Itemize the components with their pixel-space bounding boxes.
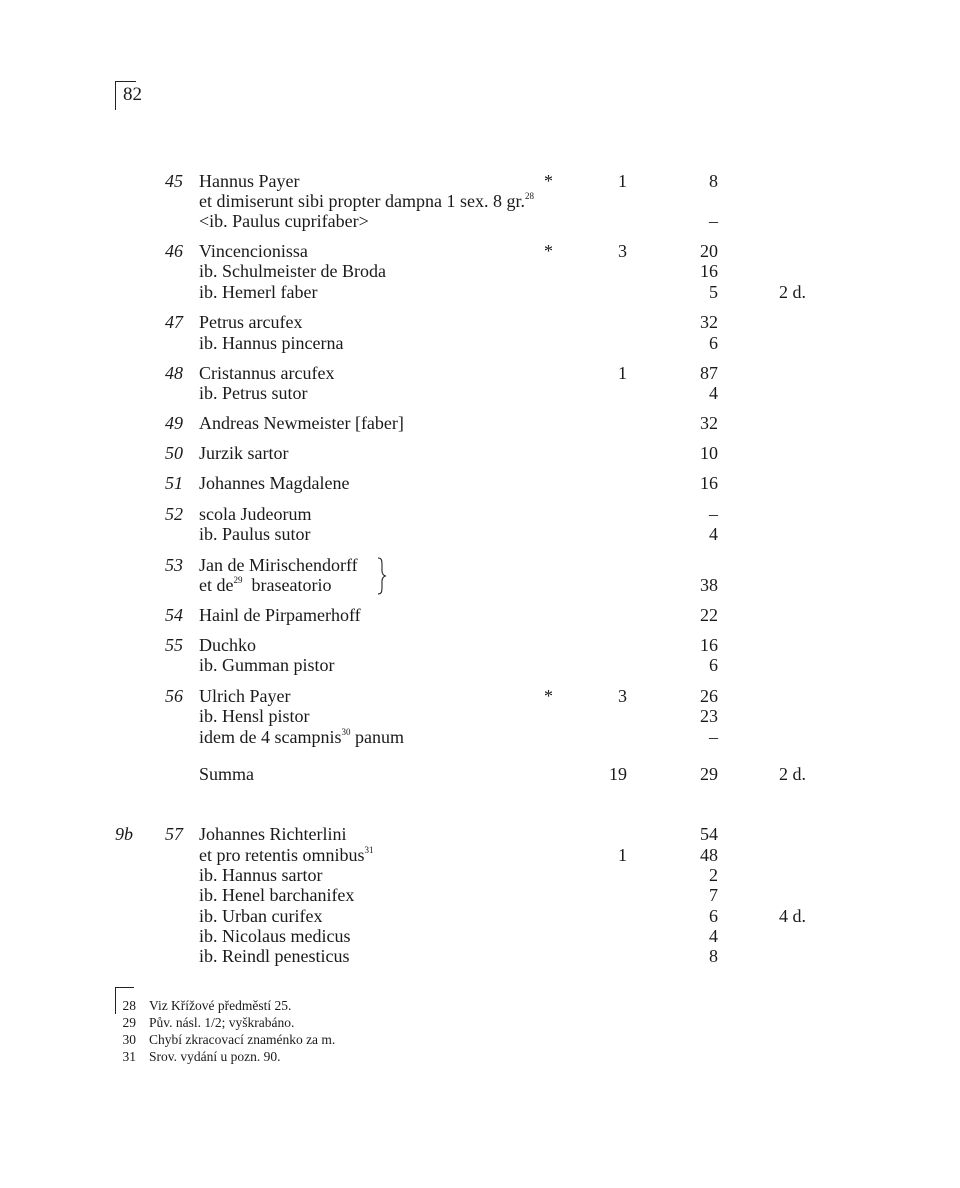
table-row [0, 333, 960, 353]
entry-name-text: ib. Gumman pistor [199, 655, 335, 675]
amount-column-2: 16 [700, 261, 718, 281]
entry-name [199, 885, 354, 905]
entry-name-text: ib. Hannus sartor [199, 865, 323, 885]
table-row [0, 261, 960, 281]
entry-name [199, 383, 308, 403]
amount-column-2: 7 [709, 885, 718, 905]
entry-name [199, 686, 290, 706]
table-row [0, 312, 960, 332]
entry-name-text: ib. Schulmeister de Broda [199, 261, 386, 281]
amount-column-2: 16 [700, 473, 718, 493]
table-row [0, 906, 960, 926]
entry-name-text: Hainl de Pirpamerhoff [199, 605, 361, 625]
amount-column-2: 54 [700, 824, 718, 844]
table-row [0, 524, 960, 544]
table-row [0, 443, 960, 463]
entry-number: 53 [165, 555, 183, 575]
entry-name-continuation: braseatorio [242, 575, 332, 595]
footnote [0, 1048, 960, 1065]
amount-column-1: 1 [618, 363, 627, 383]
entry-name-text: Johannes Richterlini [199, 824, 347, 844]
entry-number: 56 [165, 686, 183, 706]
footnote [0, 1031, 960, 1048]
table-row [0, 211, 960, 231]
entry-name [199, 727, 404, 747]
denarii-column: 4 d. [779, 906, 806, 926]
entry-name-text: ib. Hensl pistor [199, 706, 310, 726]
entry-name [199, 845, 373, 865]
entry-name [199, 946, 349, 966]
entry-name-text: Cristannus arcufex [199, 363, 335, 383]
entry-name-text: Summa [199, 764, 255, 784]
entry-name [199, 524, 311, 544]
footnote-text: Pův. násl. 1/2; vyškrabáno. [149, 1015, 295, 1030]
amount-column-2: 5 [709, 282, 718, 302]
entry-name [199, 865, 322, 885]
entry-number: 57 [165, 824, 183, 844]
entry-number: 47 [165, 312, 183, 332]
amount-column-1: 1 [618, 171, 627, 191]
entry-name-text: et dimiserunt sibi propter dampna 1 sex. 8 gr. [199, 191, 525, 211]
entry-name [199, 635, 256, 655]
entry-name [199, 473, 349, 493]
entry-name-text: Jurzik sartor [199, 443, 289, 463]
amount-column-2: 4 [709, 926, 718, 946]
entry-name [199, 764, 254, 784]
asterisk-mark: * [544, 171, 553, 191]
amount-column-2: 26 [700, 686, 718, 706]
amount-column-2: 32 [700, 413, 718, 433]
entry-name-text: ib. Paulus sutor [199, 524, 311, 544]
table-row [0, 706, 960, 726]
amount-column-2: 32 [700, 312, 718, 332]
footnote-number: 31 [122, 1049, 136, 1064]
amount-column-2: 16 [700, 635, 718, 655]
entry-name-text: ib. Nicolaus medicus [199, 926, 351, 946]
amount-column-2: 8 [709, 171, 718, 191]
amount-column-2: 87 [700, 363, 718, 383]
amount-column-2: – [709, 727, 718, 747]
entry-name [199, 906, 322, 926]
entry-name-text: Vincencionissa [199, 241, 308, 261]
amount-column-2: 4 [709, 383, 718, 403]
denarii-column: 2 d. [779, 764, 806, 784]
entry-name-text: Johannes Magdalene [199, 473, 350, 493]
amount-column-1: 3 [618, 241, 627, 261]
entry-number: 50 [165, 443, 183, 463]
entry-name-text: ib. Petrus sutor [199, 383, 308, 403]
table-row [0, 865, 960, 885]
amount-column-1: 1 [618, 845, 627, 865]
amount-column-2: 22 [700, 605, 718, 625]
footnote [0, 997, 960, 1014]
entry-name-text: ib. Henel barchanifex [199, 885, 355, 905]
entry-name [199, 926, 350, 946]
footnote [0, 1014, 960, 1031]
entry-name-text: Ulrich Payer [199, 686, 291, 706]
amount-column-2: 20 [700, 241, 718, 261]
table-row [0, 824, 960, 844]
footnote-reference: 28 [524, 191, 534, 201]
entry-number: 52 [165, 504, 183, 524]
entry-name-text: scola Judeorum [199, 504, 312, 524]
table-row [0, 845, 960, 865]
footnote-reference: 29 [233, 575, 243, 585]
amount-column-2: 6 [709, 333, 718, 353]
table-row [0, 191, 960, 211]
amount-column-2: – [709, 504, 718, 524]
entry-name [199, 282, 317, 302]
folio-marker: 9b [115, 824, 133, 844]
footnote-reference: 30 [341, 727, 351, 737]
table-row [0, 504, 960, 524]
table-row [0, 171, 960, 191]
amount-column-1: 19 [609, 764, 627, 784]
amount-column-2: 2 [709, 865, 718, 885]
table-row [0, 885, 960, 905]
entry-name-text: idem de 4 scampnis [199, 727, 342, 747]
table-row [0, 241, 960, 261]
table-row [0, 363, 960, 383]
entry-name-text: et de [199, 575, 234, 595]
footnote-text: Viz Křížové předměstí 25. [149, 998, 292, 1013]
footnote-reference: 31 [364, 845, 374, 855]
entry-name [199, 241, 308, 261]
table-row [0, 926, 960, 946]
entry-name [199, 605, 361, 625]
amount-column-2: 8 [709, 946, 718, 966]
entry-name-text: et pro retentis omnibus [199, 845, 365, 865]
table-row [0, 555, 960, 575]
entry-name-text: ib. Hemerl faber [199, 282, 318, 302]
entry-name-text: ib. Urban curifex [199, 906, 323, 926]
entry-name-text: Hannus Payer [199, 171, 300, 191]
entry-name-text: <ib. Paulus cuprifaber> [199, 211, 369, 231]
table-row [0, 383, 960, 403]
entry-number: 54 [165, 605, 183, 625]
denarii-column: 2 d. [779, 282, 806, 302]
curly-brace-icon [376, 557, 388, 595]
entry-name-text: ib. Hannus pincerna [199, 333, 344, 353]
entry-name [199, 261, 386, 281]
table-row [0, 655, 960, 675]
entry-number: 48 [165, 363, 183, 383]
amount-column-2: 38 [700, 575, 718, 595]
table-row [0, 605, 960, 625]
entry-number: 51 [165, 473, 183, 493]
footnote-text: Chybí zkracovací znaménko za m. [149, 1032, 336, 1047]
entry-number: 46 [165, 241, 183, 261]
entry-name-text: Jan de Mirischendorff [199, 555, 358, 575]
amount-column-2: 48 [700, 845, 718, 865]
footnote-text: Srov. vydání u pozn. 90. [149, 1049, 281, 1064]
entry-name-text: Duchko [199, 635, 256, 655]
amount-column-2: 6 [709, 906, 718, 926]
entry-name [199, 191, 534, 211]
asterisk-mark: * [544, 686, 553, 706]
entry-name-text: Petrus arcufex [199, 312, 303, 332]
table-row [0, 575, 960, 595]
amount-column-1: 3 [618, 686, 627, 706]
table-row [0, 473, 960, 493]
entry-name [199, 706, 310, 726]
amount-column-2: 6 [709, 655, 718, 675]
entry-number: 45 [165, 171, 183, 191]
entry-name [199, 171, 299, 191]
entry-name [199, 443, 288, 463]
table-row [0, 282, 960, 302]
table-row [0, 635, 960, 655]
entry-name-text: Andreas Newmeister [faber] [199, 413, 404, 433]
table-row [0, 946, 960, 966]
amount-column-2: 10 [700, 443, 718, 463]
footnote-number: 30 [122, 1032, 136, 1047]
entry-name [199, 655, 335, 675]
footnote-number: 29 [122, 1015, 136, 1030]
table-row [0, 686, 960, 706]
entry-name-text: ib. Reindl penesticus [199, 946, 350, 966]
entry-number: 55 [165, 635, 183, 655]
asterisk-mark: * [544, 241, 553, 261]
page-number: 82 [123, 84, 142, 105]
entry-name-continuation: panum [350, 727, 404, 747]
table-row [0, 727, 960, 747]
entry-number: 49 [165, 413, 183, 433]
entry-name [199, 211, 369, 231]
amount-column-2: 29 [700, 764, 718, 784]
entry-name [199, 575, 331, 595]
entry-name [199, 824, 346, 844]
amount-column-2: 23 [700, 706, 718, 726]
table-row [0, 413, 960, 433]
footnote-number: 28 [122, 998, 136, 1013]
amount-column-2: 4 [709, 524, 718, 544]
entry-name [199, 555, 358, 575]
entry-name [199, 312, 302, 332]
amount-column-2: – [709, 211, 718, 231]
entry-name [199, 504, 311, 524]
entry-name [199, 333, 343, 353]
entry-name [199, 413, 404, 433]
table-row [0, 764, 960, 784]
entry-name [199, 363, 334, 383]
